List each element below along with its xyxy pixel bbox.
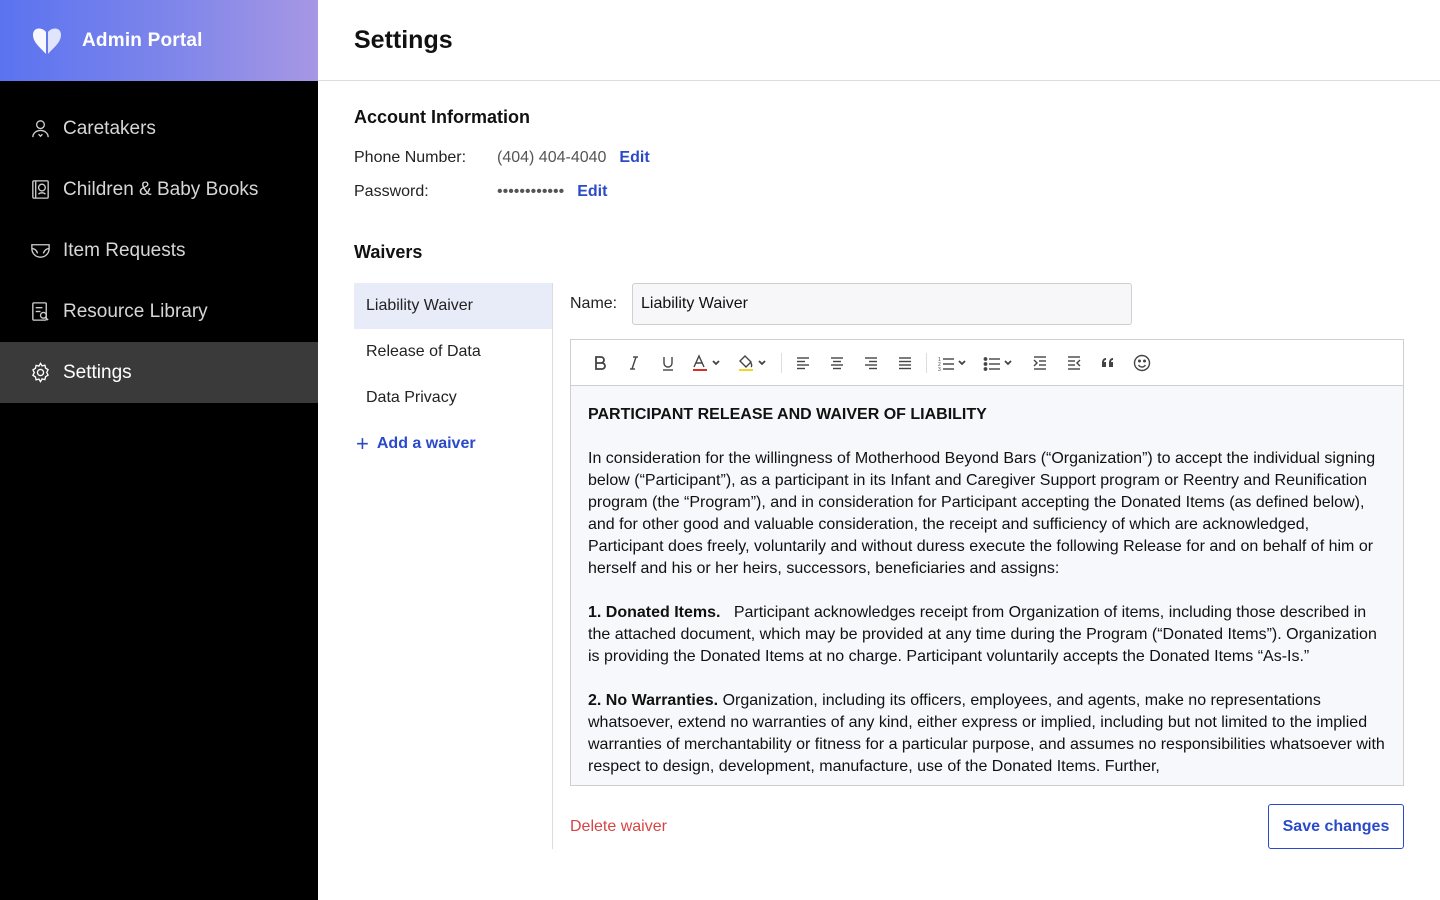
svg-text:1: 1	[938, 356, 941, 363]
clause-1-text: Participant acknowledges receipt from Organization of items, including those described in the attached document, which may be provided at any time during the Program (“Donated Items”). Organization is providing the Donated Items at no charge. Participant voluntarily accepts the Donated Items “As-Is.”	[588, 604, 1377, 665]
library-icon	[28, 299, 53, 324]
sidebar-item-label: Children & Baby Books	[63, 178, 259, 200]
brand-header	[0, 0, 318, 81]
save-changes-button[interactable]: Save changes	[1268, 804, 1404, 849]
password-label: Password:	[354, 183, 429, 200]
caretaker-icon	[28, 116, 53, 141]
waiver-name-row	[570, 283, 1404, 325]
bold-icon[interactable]	[583, 348, 617, 378]
sidebar-item-label: Resource Library	[63, 300, 208, 322]
settings-main	[354, 81, 1404, 900]
numbered-list-icon[interactable]	[931, 348, 977, 378]
svg-text:3: 3	[938, 366, 941, 371]
sidebar-nav	[0, 98, 318, 403]
align-justify-icon[interactable]	[888, 348, 922, 378]
align-right-icon[interactable]	[854, 348, 888, 378]
gear-icon	[28, 360, 53, 385]
editor-toolbar	[571, 340, 1403, 386]
phone-label: Phone Number:	[354, 149, 467, 166]
account-section-title: Account Information	[354, 107, 530, 127]
page-header	[318, 0, 1440, 81]
sidebar-item-resource-library[interactable]	[0, 281, 318, 342]
waivers-section-title: Waivers	[354, 242, 423, 262]
waiver-clause-1	[588, 602, 1386, 668]
bullet-list-icon[interactable]	[977, 348, 1023, 378]
sidebar-item-label: Settings	[63, 361, 132, 383]
sidebar-item-children-baby-books[interactable]	[0, 159, 318, 220]
page-title: Settings	[354, 25, 453, 54]
font-color-icon[interactable]	[685, 348, 731, 378]
waiver-item-data-privacy[interactable]: Data Privacy	[366, 389, 457, 406]
sidebar-item-caretakers[interactable]	[0, 98, 318, 159]
waiver-heading	[588, 404, 1386, 426]
diaper-icon	[28, 238, 53, 263]
align-left-icon[interactable]	[786, 348, 820, 378]
outdent-icon[interactable]	[1057, 348, 1091, 378]
waiver-paragraph: In consideration for the willingness of Motherhood Beyond Bars (“Organization”) to accept the individual signing below (“Participant”), as a participant in its Infant and Caregiver Support program or Reentry and Reunification program (the “Program”), and in consideration for Participant accepting the Donated Items (as defined below), and for other good and valuable consideration, the receipt and sufficiency of which are acknowledged, Participant does freely, voluntarily and without duress execute the following Release for and on behalf of him or herself and his or her heirs, successors, beneficiaries and assigns:	[588, 450, 1376, 577]
svg-text:2: 2	[938, 361, 941, 368]
brand-title: Admin Portal	[82, 29, 203, 51]
edit-phone-link[interactable]: Edit	[619, 149, 650, 166]
password-value: ••••••••••••	[497, 183, 565, 200]
underline-icon[interactable]	[651, 348, 685, 378]
waiver-name-label: Name:	[570, 295, 618, 312]
phone-row	[354, 149, 650, 167]
emoji-icon[interactable]	[1125, 348, 1159, 378]
italic-icon[interactable]	[617, 348, 651, 378]
editor-content[interactable]	[571, 386, 1403, 785]
sidebar-item-item-requests[interactable]	[0, 220, 318, 281]
waiver-name-input[interactable]	[632, 283, 1132, 325]
edit-password-link[interactable]: Edit	[577, 183, 608, 200]
add-waiver-label: Add a waiver	[376, 435, 476, 452]
toolbar-divider	[781, 353, 782, 373]
waiver-clause-2	[588, 690, 1386, 778]
sidebar-item-label: Caretakers	[63, 117, 156, 139]
clause-2-text: Organization, including its officers, employees, and agents, make no representations whatsoever, extend no warranties of any kind, either express or implied, including but not limited to the implied warranties of merchantability or fitness for a particular purpose, and assumes no responsibilities whatsoever with respect to design, development, manufacture, use of the Donated Items. Further,	[588, 692, 1385, 775]
blockquote-icon[interactable]	[1091, 348, 1125, 378]
clause-1-title: 1. Donated Items.	[588, 604, 721, 621]
waiver-item-release-of-data[interactable]: Release of Data	[366, 343, 481, 360]
phone-value: (404) 404-4040	[497, 149, 607, 166]
waiver-item-liability[interactable]: Liability Waiver	[354, 283, 552, 329]
add-waiver-button[interactable]	[354, 421, 552, 467]
sidebar	[0, 0, 318, 900]
clause-2-title: 2. No Warranties.	[588, 692, 719, 709]
baby-book-icon	[28, 177, 53, 202]
highlight-color-icon[interactable]	[731, 348, 777, 378]
toolbar-divider	[926, 353, 927, 373]
password-row	[354, 183, 607, 201]
sidebar-item-label: Item Requests	[63, 239, 186, 261]
plus-icon: +	[356, 431, 369, 456]
delete-waiver-button[interactable]: Delete waiver	[570, 818, 667, 835]
waiver-list	[354, 283, 553, 849]
heart-logo-icon	[30, 24, 64, 58]
waiver-heading-text: PARTICIPANT RELEASE AND WAIVER OF LIABILITY	[588, 406, 987, 423]
sidebar-item-settings[interactable]	[0, 342, 318, 403]
indent-icon[interactable]	[1023, 348, 1057, 378]
rich-text-editor	[570, 339, 1404, 786]
align-center-icon[interactable]	[820, 348, 854, 378]
waiver-editor-area	[570, 283, 1404, 835]
